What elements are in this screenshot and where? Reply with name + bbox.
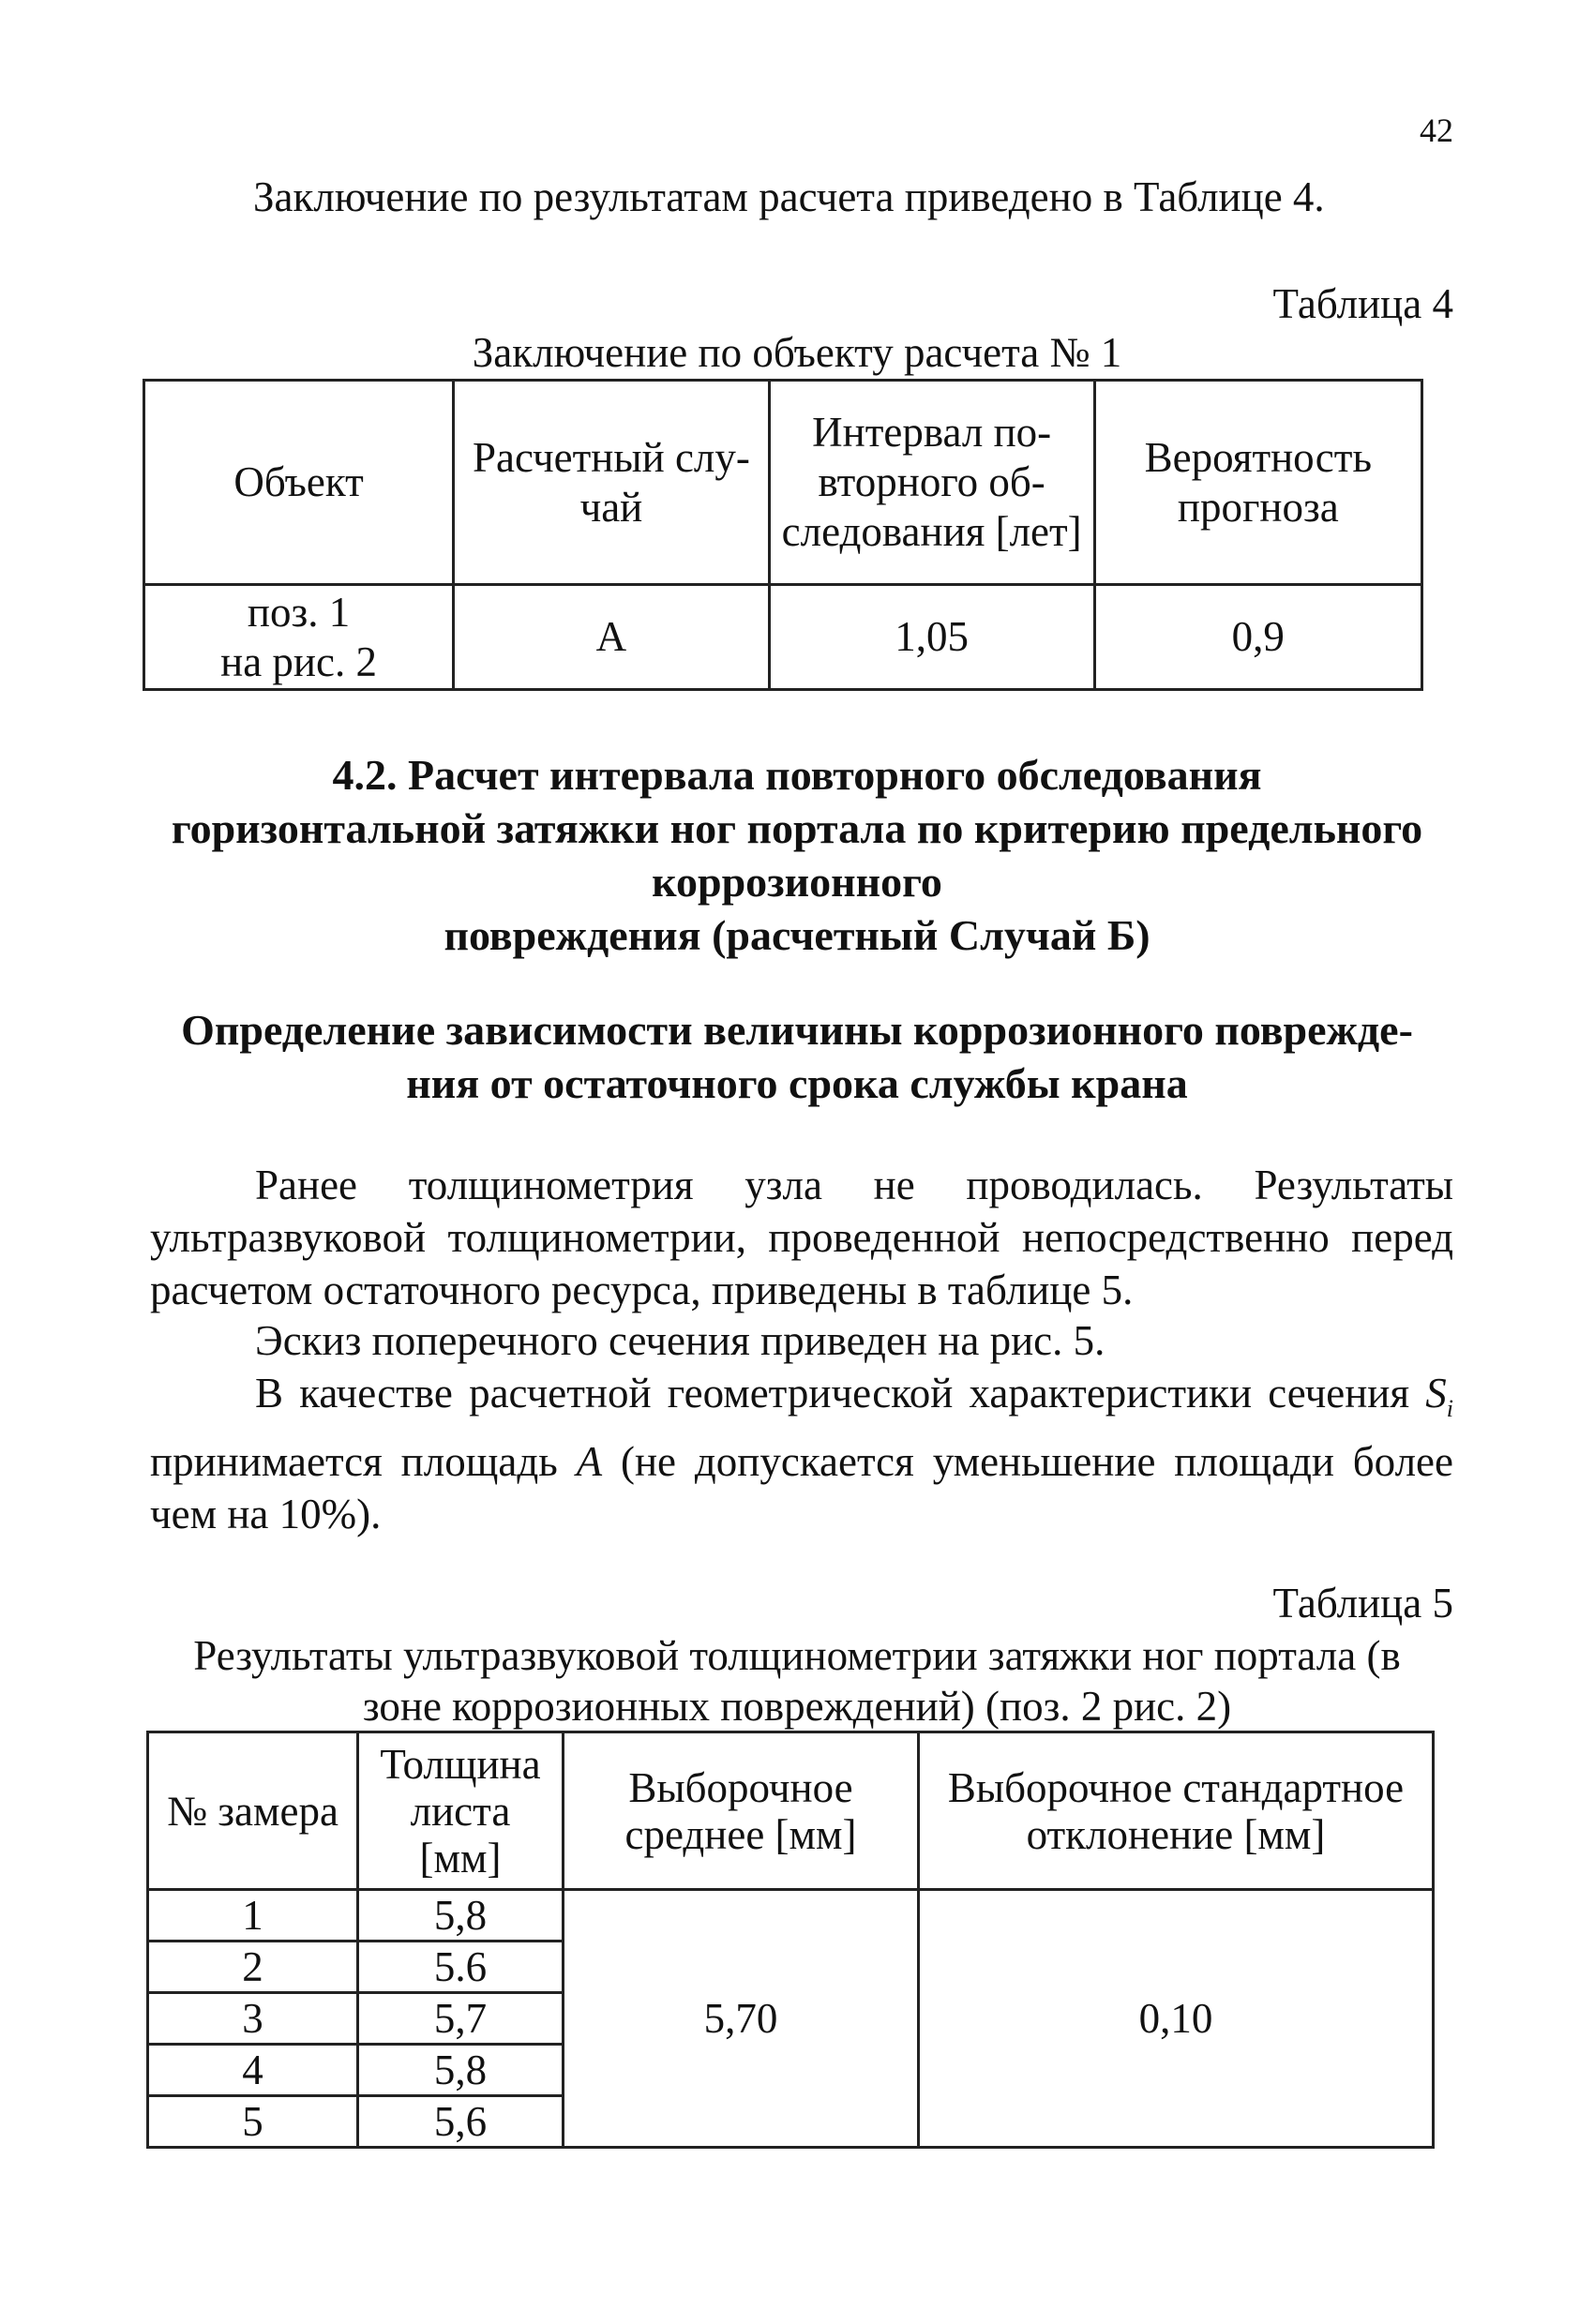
table4-header-row xyxy=(144,381,1422,585)
section-heading-line2: горизонтальной затяжки ног портала по критерию предельного xyxy=(171,804,1423,852)
section-heading xyxy=(141,748,1453,962)
table4-header-interval: Интервал по-вторного об-следования [лет] xyxy=(769,381,1094,585)
table4 xyxy=(143,379,1423,691)
table5-cell-number: 2 xyxy=(148,1942,358,1993)
table5-caption-line2: зоне коррозионных повреждений) (поз. 2 рис. 2) xyxy=(362,1683,1232,1730)
section-heading-line1: 4.2. Расчет интервала повторного обследования xyxy=(332,751,1262,799)
paragraph-2: Эскиз поперечного сечения приведен на рис. 5. xyxy=(255,1317,1105,1364)
subsection-heading-line1: Определение зависимости величины коррозионного поврежде- xyxy=(181,1006,1413,1054)
table4-header-probability: Вероятность прогноза xyxy=(1094,381,1421,585)
table4-object-line1: поз. 1 xyxy=(247,588,351,636)
symbol-s: S xyxy=(1425,1370,1447,1417)
table4-cell-interval: 1,05 xyxy=(769,585,1094,690)
subsection-heading-line2: ния от остаточного срока службы крана xyxy=(406,1059,1188,1107)
table5-cell-number: 4 xyxy=(148,2045,358,2096)
table4-caption: Заключение по объекту расчета № 1 xyxy=(472,329,1122,376)
table-row xyxy=(148,1890,1434,1942)
intro-text: Заключение по результатам расчета приведено в Таблице 4. xyxy=(253,173,1325,220)
section-heading-line4: повреждения (расчетный Случай Б) xyxy=(444,911,1150,959)
table4-row xyxy=(144,585,1422,690)
table5 xyxy=(146,1731,1435,2149)
symbol-s-subscript: i xyxy=(1446,1395,1453,1422)
table4-label: Таблица 4 xyxy=(1272,280,1453,327)
table5-header-std: Выборочное стандартное отклонение [мм] xyxy=(919,1732,1434,1890)
table5-cell-thickness: 5,8 xyxy=(358,2045,564,2096)
table4-cell-object xyxy=(144,585,454,690)
table5-cell-thickness: 5.6 xyxy=(358,1942,564,1993)
table5-cell-thickness: 5,7 xyxy=(358,1993,564,2045)
table5-header-number: № замера xyxy=(148,1732,358,1890)
paragraph-1: Ранее толщинометрия узла не проводилась. Результаты ультразвуковой толщинометрии, проведенной непосредственно перед расчетом остаточного ресурса, приведены в таблице 5. xyxy=(150,1162,1453,1313)
table4-cell-case: А xyxy=(454,585,770,690)
table5-cell-std: 0,10 xyxy=(919,1890,1434,2148)
table5-header-row xyxy=(148,1732,1434,1890)
table5-cell-thickness: 5,8 xyxy=(358,1890,564,1942)
table5-label: Таблица 5 xyxy=(1272,1580,1453,1627)
paragraph-3-mid: принимается площадь xyxy=(150,1438,577,1485)
paragraph-3 xyxy=(150,1367,1453,1540)
table5-header-thickness: Толщина листа [мм] xyxy=(358,1732,564,1890)
page-number: 42 xyxy=(1420,112,1453,149)
table5-cell-mean: 5,70 xyxy=(564,1890,919,2148)
table4-object-line2: на рис. 2 xyxy=(220,637,377,685)
table5-cell-number: 5 xyxy=(148,2096,358,2148)
table5-cell-thickness: 5,6 xyxy=(358,2096,564,2148)
table5-header-mean: Выборочное среднее [мм] xyxy=(564,1732,919,1890)
paragraph-3-end: (не допускается уменьшение площади более чем на 10%). xyxy=(150,1438,1453,1537)
table4-cell-probability: 0,9 xyxy=(1094,585,1421,690)
subsection-heading xyxy=(141,1003,1453,1110)
symbol-a: A xyxy=(576,1438,603,1485)
paragraph-3-start: В качестве расчетной геометрической характеристики сечения xyxy=(255,1370,1426,1417)
section-heading-line3: коррозионного xyxy=(652,858,942,906)
table5-cell-number: 1 xyxy=(148,1890,358,1942)
table4-header-object: Объект xyxy=(144,381,454,585)
table5-caption-line1: Результаты ультразвуковой толщинометрии затяжки ног портала (в xyxy=(193,1632,1401,1679)
table4-header-case: Расчетный слу-чай xyxy=(454,381,770,585)
table5-cell-number: 3 xyxy=(148,1993,358,2045)
